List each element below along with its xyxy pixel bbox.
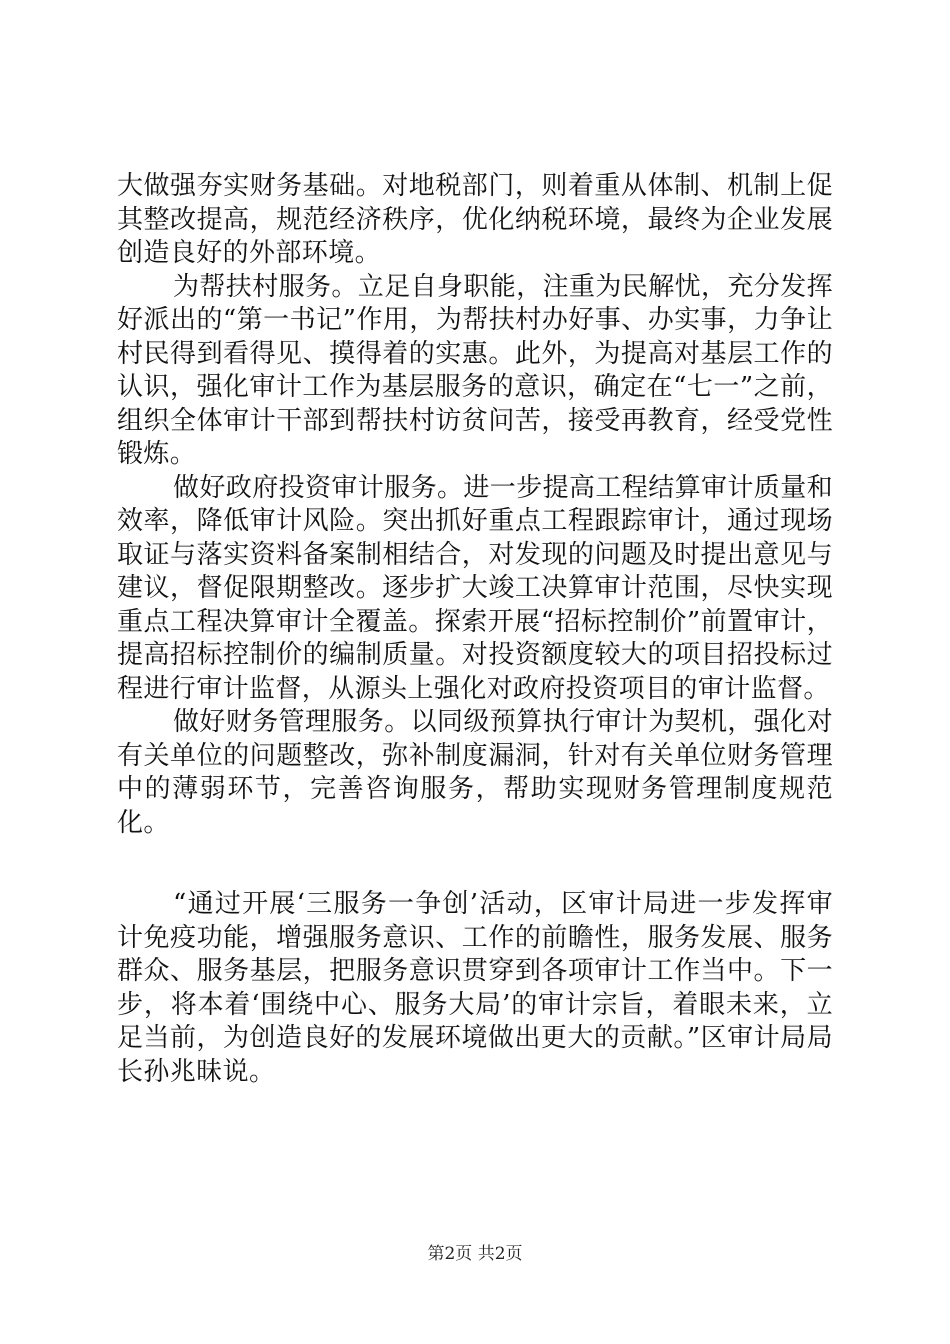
paragraph-village-service: 为帮扶村服务。立足自身职能，注重为民解忧，充分发挥好派出的“第一书记”作用，为帮扶村办好事、办实事，力争让村民得到看得见、摸得着的实惠。此外，为提高对基层工作的认识，强化审计工作为基层服务的意识，确定在“七一”之前，组织全体审计干部到帮扶村访贫问苦，接受再教育，经受党性锻炼。 — [117, 271, 834, 469]
paragraph-investment-audit: 做好政府投资审计服务。进一步提高工程结算审计质量和效率，降低审计风险。突出抓好重点工程跟踪审计，通过现场取证与落实资料备案制相结合，对发现的问题及时提出意见与建议，督促限期整改。逐步扩大竣工决算审计范围，尽快实现重点工程决算审计全覆盖。探索开展“招标控制价”前置审计，提高招标控制价的编制质量。对投资额度较大的项目招投标过程进行审计监督，从源头上强化对政府投资项目的审计监督。 — [117, 472, 834, 704]
paragraph-financial-management: 做好财务管理服务。以同级预算执行审计为契机，强化对有关单位的问题整改，弥补制度漏洞，针对有关单位财务管理中的薄弱环节，完善咨询服务，帮助实现财务管理制度规范化。 — [117, 707, 834, 838]
paragraph-continuation: 大做强夯实财务基础。对地税部门，则着重从体制、机制上促其整改提高，规范经济秩序，优化纳税环境，最终为企业发展创造良好的外部环境。 — [117, 171, 833, 268]
page-footer: 第2页 共2页 — [427, 1244, 523, 1264]
paragraph-quote: “通过开展‘三服务一争创’活动，区审计局进一步发挥审计免疫功能，增强服务意识、工作的前瞻性，服务发展、服务群众、服务基层，把服务意识贯穿到各项审计工作当中。下一步，将本着‘围绕中心、服务大局’的审计宗旨，着眼未来，立足当前，为创造良好的发展环境做出更大的贡献。”区审计局局长孙兆昧说。 — [117, 889, 833, 1087]
paragraph-spacer — [117, 840, 833, 888]
document-body — [117, 170, 833, 1089]
